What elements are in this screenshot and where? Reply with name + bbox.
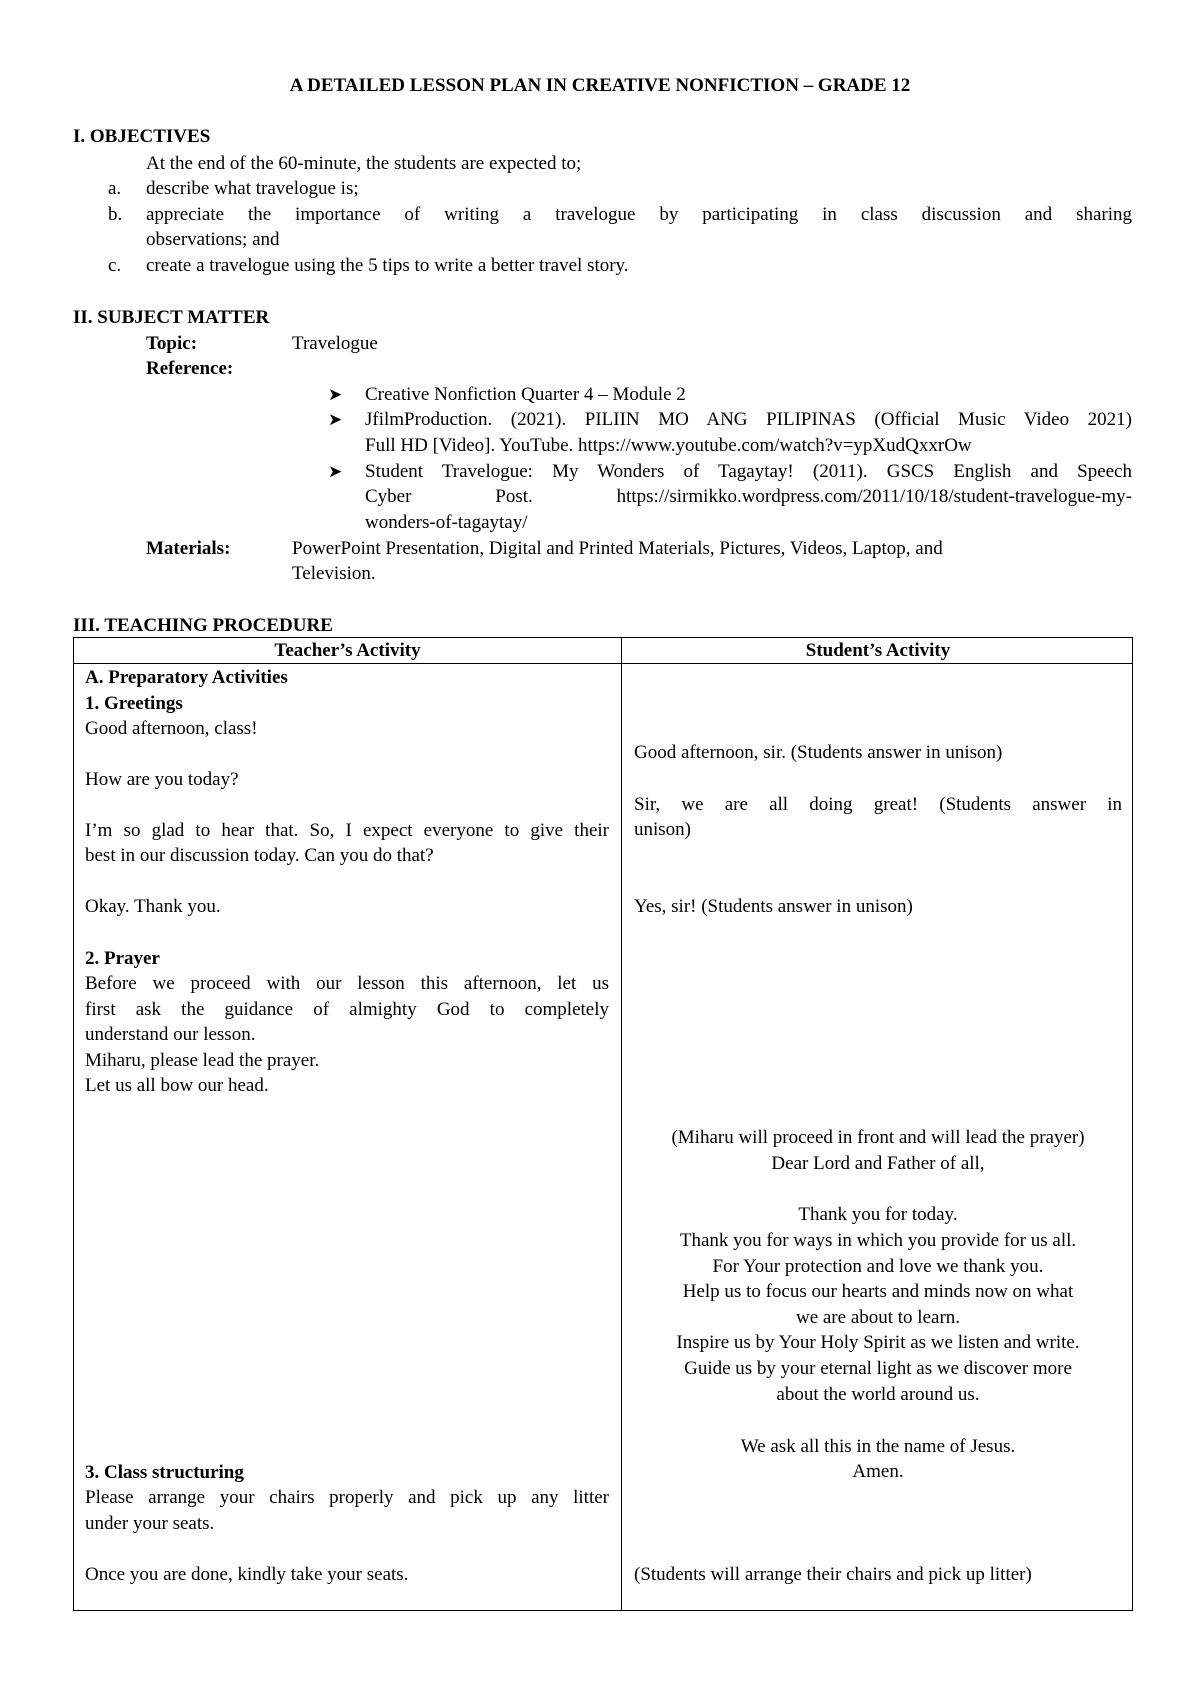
objective-c-text: create a travelogue using the 5 tips to write a better travel story.	[146, 255, 629, 276]
reference-item: Creative Nonfiction Quarter 4 – Module 2	[365, 384, 686, 405]
procedure-heading: III. TEACHING PROCEDURE	[73, 615, 333, 636]
prayer-line: Thank you for ways in which you provide for us all.	[679, 1230, 1077, 1251]
prayer-line: Dear Lord and Father of all,	[771, 1153, 985, 1174]
header-divider	[74, 663, 1132, 664]
materials-value-line2: Television.	[292, 563, 376, 584]
procedure-table	[73, 637, 1133, 1611]
reference-label: Reference:	[146, 358, 234, 379]
topic-label: Topic:	[146, 333, 198, 354]
teacher-line: I’m so glad to hear that. So, I expect everyone to give their	[85, 820, 609, 841]
topic-value: Travelogue	[292, 333, 378, 354]
reference-item-line: Cyber Post. https://sirmikko.wordpress.com/2011/10/18/student-travelogue-my-	[365, 486, 1132, 507]
objective-b-line1: appreciate the importance of writing a travelogue by participating in class discussion and sharing	[146, 204, 1132, 225]
materials-label: Materials:	[146, 538, 231, 559]
prayer-heading: 2. Prayer	[85, 948, 160, 969]
student-line: Yes, sir! (Students answer in unison)	[634, 896, 913, 917]
teacher-line: Before we proceed with our lesson this afternoon, let us	[85, 973, 609, 994]
bullet-arrow-icon: ➤	[328, 385, 343, 404]
teacher-line: best in our discussion today. Can you do that?	[85, 845, 434, 866]
reference-item: JfilmProduction. (2021). PILIIN MO ANG PILIPINAS (Official Music Video 2021)	[365, 409, 1132, 430]
col-header-student: Student’s Activity	[805, 640, 951, 661]
prayer-line: Guide us by your eternal light as we discover more	[684, 1358, 1072, 1379]
teacher-line: first ask the guidance of almighty God to completely	[85, 999, 609, 1020]
teacher-line: understand our lesson.	[85, 1024, 256, 1045]
objectives-intro: At the end of the 60-minute, the students are expected to;	[146, 153, 582, 174]
col-header-teacher: Teacher’s Activity	[274, 640, 421, 661]
student-line: Sir, we are all doing great! (Students answer in	[634, 794, 1122, 815]
prayer-line: (Miharu will proceed in front and will lead the prayer)	[671, 1127, 1085, 1148]
objectives-heading: I. OBJECTIVES	[73, 126, 211, 147]
teacher-line: Once you are done, kindly take your seats.	[85, 1564, 409, 1585]
bullet-arrow-icon: ➤	[328, 410, 343, 429]
student-line: Good afternoon, sir. (Students answer in unison)	[634, 742, 1003, 763]
objective-marker-a: a.	[108, 178, 122, 199]
prayer-line: we are about to learn.	[795, 1307, 961, 1328]
teacher-line: Please arrange your chairs properly and pick up any litter	[85, 1487, 609, 1508]
teacher-line: How are you today?	[85, 769, 239, 790]
prayer-line: Inspire us by Your Holy Spirit as we listen and write.	[676, 1332, 1080, 1353]
class-structuring-heading: 3. Class structuring	[85, 1462, 244, 1483]
greetings-heading: 1. Greetings	[85, 693, 183, 714]
teacher-line: Okay. Thank you.	[85, 896, 221, 917]
subject-matter-heading: II. SUBJECT MATTER	[73, 307, 270, 328]
prep-activities-heading: A. Preparatory Activities	[85, 667, 288, 688]
teacher-line: Good afternoon, class!	[85, 718, 258, 739]
column-divider	[621, 638, 622, 1610]
reference-item-line: Full HD [Video]. YouTube. https://www.youtube.com/watch?v=ypXudQxxrOw	[365, 435, 972, 456]
prayer-line: We ask all this in the name of Jesus.	[740, 1436, 1016, 1457]
teacher-line: under your seats.	[85, 1513, 215, 1534]
prayer-line: Help us to focus our hearts and minds now on what	[682, 1281, 1074, 1302]
prayer-line: Amen.	[852, 1461, 904, 1482]
prayer-line: about the world around us.	[776, 1384, 980, 1405]
page-title: A DETAILED LESSON PLAN IN CREATIVE NONFICTION – GRADE 12	[289, 75, 911, 96]
bullet-arrow-icon: ➤	[328, 462, 343, 481]
reference-item: Student Travelogue: My Wonders of Tagaytay! (2011). GSCS English and Speech	[365, 461, 1132, 482]
student-line: (Students will arrange their chairs and pick up litter)	[634, 1564, 1032, 1585]
student-line: unison)	[634, 819, 691, 840]
materials-value: PowerPoint Presentation, Digital and Printed Materials, Pictures, Videos, Laptop, and	[292, 538, 943, 559]
prayer-line: For Your protection and love we thank you.	[712, 1256, 1044, 1277]
objective-marker-b: b.	[108, 204, 123, 225]
reference-item-line: wonders-of-tagaytay/	[365, 512, 528, 533]
prayer-line: Thank you for today.	[798, 1204, 958, 1225]
objective-a-text: describe what travelogue is;	[146, 178, 359, 199]
objective-b-line2: observations; and	[146, 229, 280, 250]
teacher-line: Let us all bow our head.	[85, 1075, 269, 1096]
objective-marker-c: c.	[108, 255, 122, 276]
teacher-line: Miharu, please lead the prayer.	[85, 1050, 320, 1071]
